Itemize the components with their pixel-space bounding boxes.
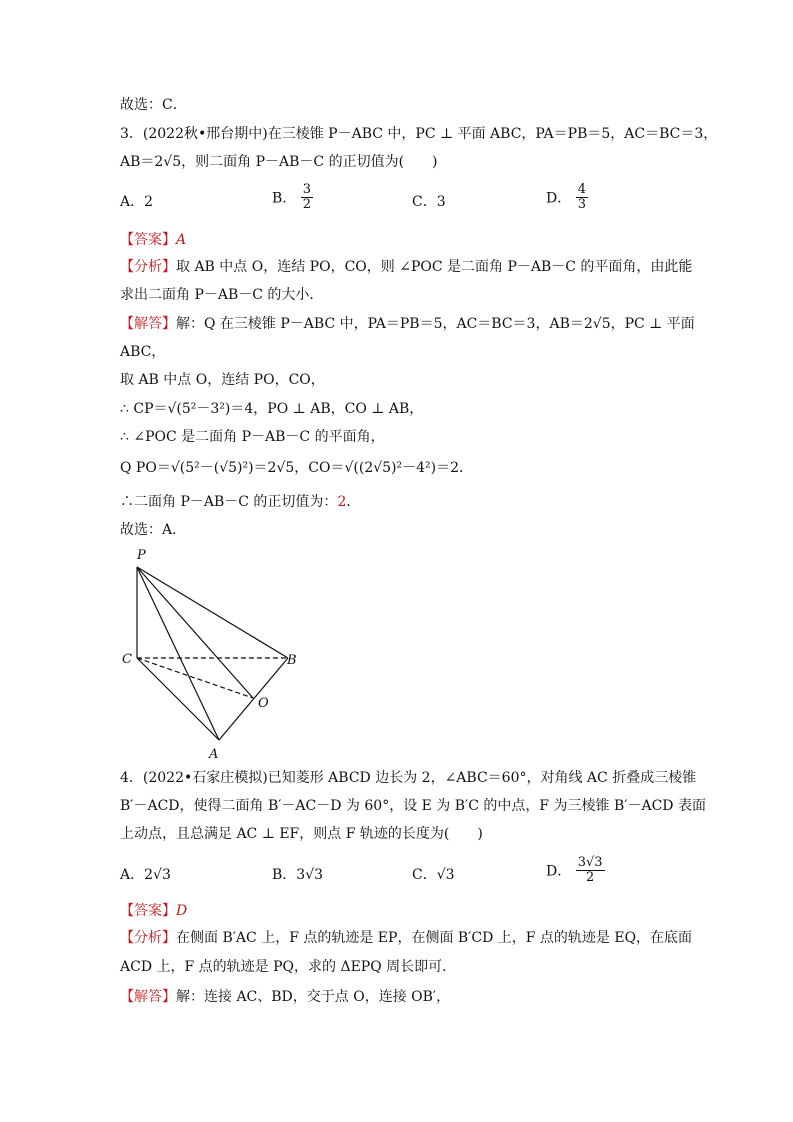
edge-PA <box>137 567 219 740</box>
q3-stem-line1: 3．(2022秋•邢台期中)在三棱锥 P－ABC 中，PC ⊥ 平面 ABC，PA＝PB＝5，AC＝BC＝3， <box>120 126 718 142</box>
q3-solution-line4: ∴ CP＝√(5²－3²)＝4，PO ⊥ AB，CO ⊥ AB， <box>120 401 424 417</box>
q4-answer: 【答案】D <box>120 903 188 919</box>
q4-analysis-line2: ACD 上，F 点的轨迹是 PQ，求的 ΔEPQ 周长即可． <box>120 959 457 975</box>
q4-stem-line2: B′－ACD，使得二面角 B′－AC－D 为 60°，设 E 为 B′C 的中点，F 为三棱锥 B′－ACD 表面 <box>120 798 706 814</box>
q3-option-d: D． $\frac{4}{3}$ <box>546 182 586 212</box>
q3-solution-line8: 故选：A． <box>120 522 187 538</box>
edge-CA <box>137 658 219 740</box>
q3-option-d-fraction: $\frac{4}{3}$ <box>577 182 586 212</box>
pyramid-figure <box>110 540 320 765</box>
edge-PB <box>137 567 288 658</box>
q3-option-c: C．3 <box>412 194 446 210</box>
q4-option-d-fraction: $\frac{3√3}{2}$ <box>577 855 603 885</box>
q3-option-a: A．2 <box>120 194 154 210</box>
q3-stem-line2: AB＝2√5，则二面角 P－AB－C 的正切值为( ) <box>120 154 438 170</box>
q3-solution-line7: ∴二面角 P－AB－C 的正切值为：2． <box>120 494 361 510</box>
edge-PO <box>137 567 253 698</box>
q3-solution-line3: 取 AB 中点 O，连结 PO，CO， <box>120 372 325 388</box>
q4-option-c: C．√3 <box>412 867 455 883</box>
q3-option-b: B． $\frac{3}{2}$ <box>272 182 312 212</box>
edge-AB <box>219 658 288 740</box>
q3-solution-line2: ABC， <box>120 344 166 360</box>
q4-option-b: B．3√3 <box>272 867 324 883</box>
q4-solution-line1: 【解答】解：连接 AC、BD，交于点 O，连接 OB′， <box>120 989 451 1005</box>
previous-answer: 故选：C． <box>120 97 187 113</box>
q3-solution-line1: 【解答】解：Q 在三棱锥 P－ABC 中，PA＝PB＝5，AC＝BC＝3，AB＝2√5，PC ⊥ 平面 <box>120 316 695 332</box>
label-B: B <box>287 653 297 668</box>
label-C: C <box>122 652 132 667</box>
label-P: P <box>137 548 146 563</box>
label-A: A <box>209 747 219 762</box>
q4-stem-line1: 4．(2022•石家庄模拟)已知菱形 ABCD 边长为 2，∠ABC＝60°，对角线 AC 折叠成三棱锥 <box>120 770 697 786</box>
q4-option-d: D． $\frac{3√3}{2}$ <box>546 855 603 885</box>
q3-option-b-fraction: $\frac{3}{2}$ <box>302 182 312 212</box>
q4-option-a: A．2√3 <box>120 867 171 883</box>
q3-solution-line5: ∴ ∠POC 是二面角 P－AB－C 的平面角， <box>120 429 385 445</box>
q3-solution-line6: Q PO＝√(5²－(√5)²)＝2√5，CO＝√((2√5)²－4²)＝2． <box>120 460 474 476</box>
q4-analysis-line1: 【分析】在侧面 B′AC 上，F 点的轨迹是 EP，在侧面 B′CD 上，F 点的轨迹是 EQ，在底面 <box>120 930 693 946</box>
label-O: O <box>258 696 269 711</box>
q3-answer: 【答案】A <box>120 232 187 248</box>
q3-analysis-line1: 【分析】取 AB 中点 O，连结 PO，CO，则 ∠POC 是二面角 P－AB－C 的平面角，由此能 <box>120 259 693 275</box>
q3-analysis-line2: 求出二面角 P－AB－C 的大小． <box>120 287 324 303</box>
q4-stem-line3: 上动点，且总满足 AC ⊥ EF，则点 F 轨迹的长度为( ) <box>120 826 483 842</box>
